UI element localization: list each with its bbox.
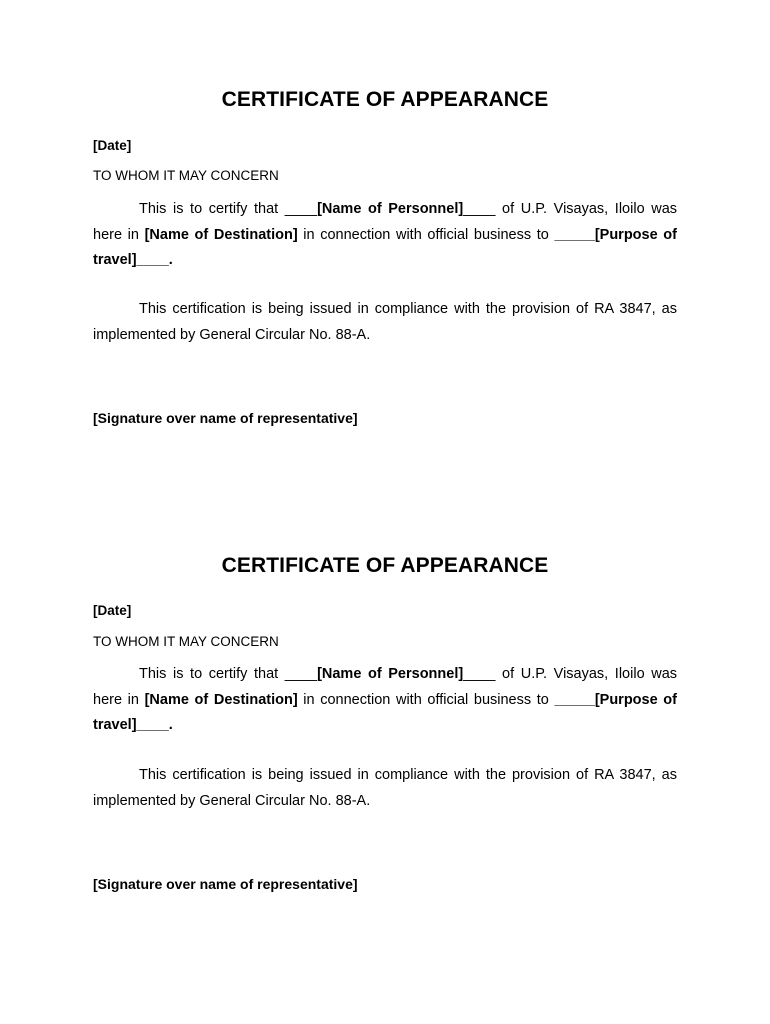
p1-text-b: ____ of U.P. Visayas, Iloilo was here in xyxy=(93,666,678,708)
destination-placeholder: [Name of Destination] xyxy=(144,691,298,708)
salutation: TO WHOM IT MAY CONCERN xyxy=(93,168,279,183)
signature-placeholder: [Signature over name of representative] xyxy=(93,410,358,426)
personnel-placeholder: [Name of Personnel] xyxy=(317,201,464,217)
p2-text: This certification is being issued in compliance with the provision of RA 3847, as implemented by General Circular No. 88-A. xyxy=(93,767,677,809)
certificate-1 xyxy=(93,0,677,512)
certificate-title: CERTIFICATE OF APPEARANCE xyxy=(221,554,549,577)
certification-paragraph xyxy=(93,662,677,739)
signature-placeholder: [Signature over name of representative] xyxy=(93,876,358,892)
personnel-placeholder: [Name of Personnel] xyxy=(317,666,464,682)
p2-text: This certification is being issued in compliance with the provision of RA 3847, as implemented by General Circular No. 88-A. xyxy=(93,301,677,343)
certificate-title: CERTIFICATE OF APPEARANCE xyxy=(221,88,549,111)
purpose-placeholder: _____[Purpose of travel]____. xyxy=(93,691,677,733)
certificate-2 xyxy=(93,466,677,986)
compliance-paragraph xyxy=(93,297,677,348)
date-placeholder: [Date] xyxy=(93,603,132,618)
p1-text-a: This is to certify that ____ xyxy=(139,201,318,217)
compliance-paragraph xyxy=(93,763,677,814)
p1-text-c: in connection with official business to xyxy=(297,691,555,708)
date-placeholder: [Date] xyxy=(93,138,132,153)
purpose-placeholder: _____[Purpose of travel]____. xyxy=(93,226,677,268)
p1-text-c: in connection with official business to xyxy=(297,226,555,243)
p1-text-a: This is to certify that ____ xyxy=(139,666,318,682)
destination-placeholder: [Name of Destination] xyxy=(144,226,298,243)
p1-text-b: ____ of U.P. Visayas, Iloilo was here in xyxy=(93,201,678,243)
certification-paragraph xyxy=(93,197,677,274)
salutation: TO WHOM IT MAY CONCERN xyxy=(93,634,279,649)
